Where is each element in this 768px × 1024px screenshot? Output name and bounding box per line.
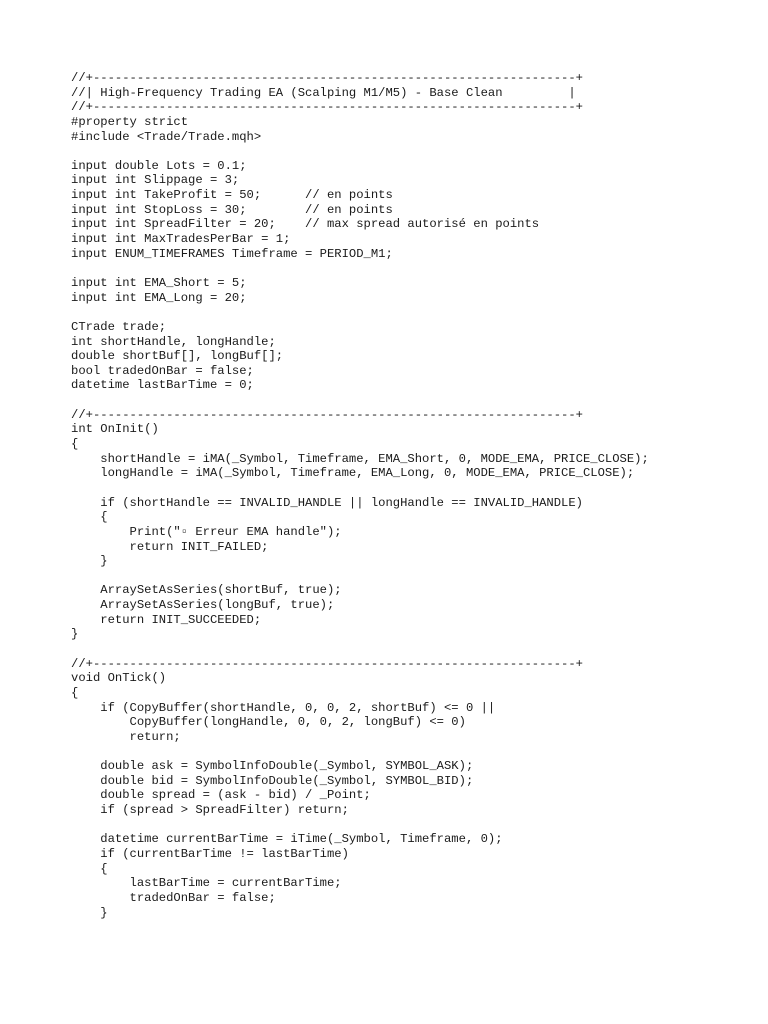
- code-line: input int SpreadFilter = 20; // max spread autorisé en points: [71, 217, 540, 232]
- code-line: double bid = SymbolInfoDouble(_Symbol, SYMBOL_BID);: [71, 773, 474, 788]
- code-line: double spread = (ask - bid) / _Point;: [71, 788, 371, 803]
- code-line: input ENUM_TIMEFRAMES Timeframe = PERIOD_M1;: [71, 246, 393, 261]
- code-line: tradedOnBar = false;: [71, 890, 276, 905]
- code-line: longHandle = iMA(_Symbol, Timeframe, EMA_Long, 0, MODE_EMA, PRICE_CLOSE);: [71, 466, 635, 481]
- code-line: CTrade trade;: [71, 319, 167, 334]
- code-line: void OnTick(): [71, 671, 167, 686]
- code-line: #include <Trade/Trade.mqh>: [71, 129, 262, 144]
- code-line: }: [71, 554, 108, 569]
- code-line: shortHandle = iMA(_Symbol, Timeframe, EMA_Short, 0, MODE_EMA, PRICE_CLOSE);: [71, 451, 649, 466]
- code-line: if (shortHandle == INVALID_HANDLE || longHandle == INVALID_HANDLE): [71, 495, 583, 510]
- code-line: //+------------------------------------------------------------------+: [71, 71, 583, 85]
- code-line: {: [71, 861, 108, 876]
- code-line: ArraySetAsSeries(longBuf, true);: [71, 598, 335, 613]
- code-line: if (CopyBuffer(shortHandle, 0, 0, 2, shortBuf) <= 0 ||: [71, 700, 496, 715]
- code-line: int shortHandle, longHandle;: [71, 334, 276, 349]
- code-line: }: [71, 627, 79, 642]
- code-line: int OnInit(): [71, 422, 159, 437]
- code-line: //+------------------------------------------------------------------+: [71, 407, 583, 422]
- code-line: ArraySetAsSeries(shortBuf, true);: [71, 583, 342, 598]
- code-line: CopyBuffer(longHandle, 0, 0, 2, longBuf) <= 0): [71, 715, 466, 730]
- code-line: }: [71, 905, 108, 920]
- code-line: {: [71, 437, 79, 452]
- code-line: input double Lots = 0.1;: [71, 158, 247, 173]
- code-line: [71, 481, 649, 496]
- code-line: input int EMA_Short = 5;: [71, 275, 247, 290]
- code-line: #property strict: [71, 114, 189, 129]
- code-line: {: [71, 685, 79, 700]
- code-line: [71, 818, 649, 833]
- code-line: return INIT_FAILED;: [71, 539, 269, 554]
- code-line: //+------------------------------------------------------------------+: [71, 100, 583, 115]
- code-line: [71, 305, 649, 320]
- code-line: datetime lastBarTime = 0;: [71, 378, 254, 393]
- code-line: input int EMA_Long = 20;: [71, 290, 247, 305]
- code-line: if (currentBarTime != lastBarTime): [71, 846, 349, 861]
- code-line: datetime currentBarTime = iTime(_Symbol, Timeframe, 0);: [71, 832, 503, 847]
- code-line: //+------------------------------------------------------------------+: [71, 656, 583, 671]
- code-line: lastBarTime = currentBarTime;: [71, 876, 342, 891]
- code-line: input int MaxTradesPerBar = 1;: [71, 232, 291, 247]
- code-line: return;: [71, 729, 181, 744]
- code-line: double shortBuf[], longBuf[];: [71, 349, 284, 364]
- code-line: //| High-Frequency Trading EA (Scalping M1/M5) - Base Clean |: [71, 85, 576, 100]
- code-line: [71, 393, 649, 408]
- code-line: input int TakeProfit = 50; // en points: [71, 188, 393, 203]
- code-line: double ask = SymbolInfoDouble(_Symbol, SYMBOL_ASK);: [71, 759, 474, 774]
- code-line: [71, 261, 649, 276]
- code-line: [71, 144, 649, 159]
- code-line: bool tradedOnBar = false;: [71, 363, 254, 378]
- code-line: [71, 642, 649, 657]
- code-line: Print("▫ Erreur EMA handle");: [71, 524, 342, 539]
- code-line: if (spread > SpreadFilter) return;: [71, 803, 349, 818]
- code-line: input int Slippage = 3;: [71, 173, 240, 188]
- code-line: input int StopLoss = 30; // en points: [71, 202, 393, 217]
- code-listing: [71, 71, 649, 920]
- code-line: [71, 569, 649, 584]
- code-line: [71, 744, 649, 759]
- code-line: return INIT_SUCCEEDED;: [71, 612, 262, 627]
- code-line: {: [71, 510, 108, 525]
